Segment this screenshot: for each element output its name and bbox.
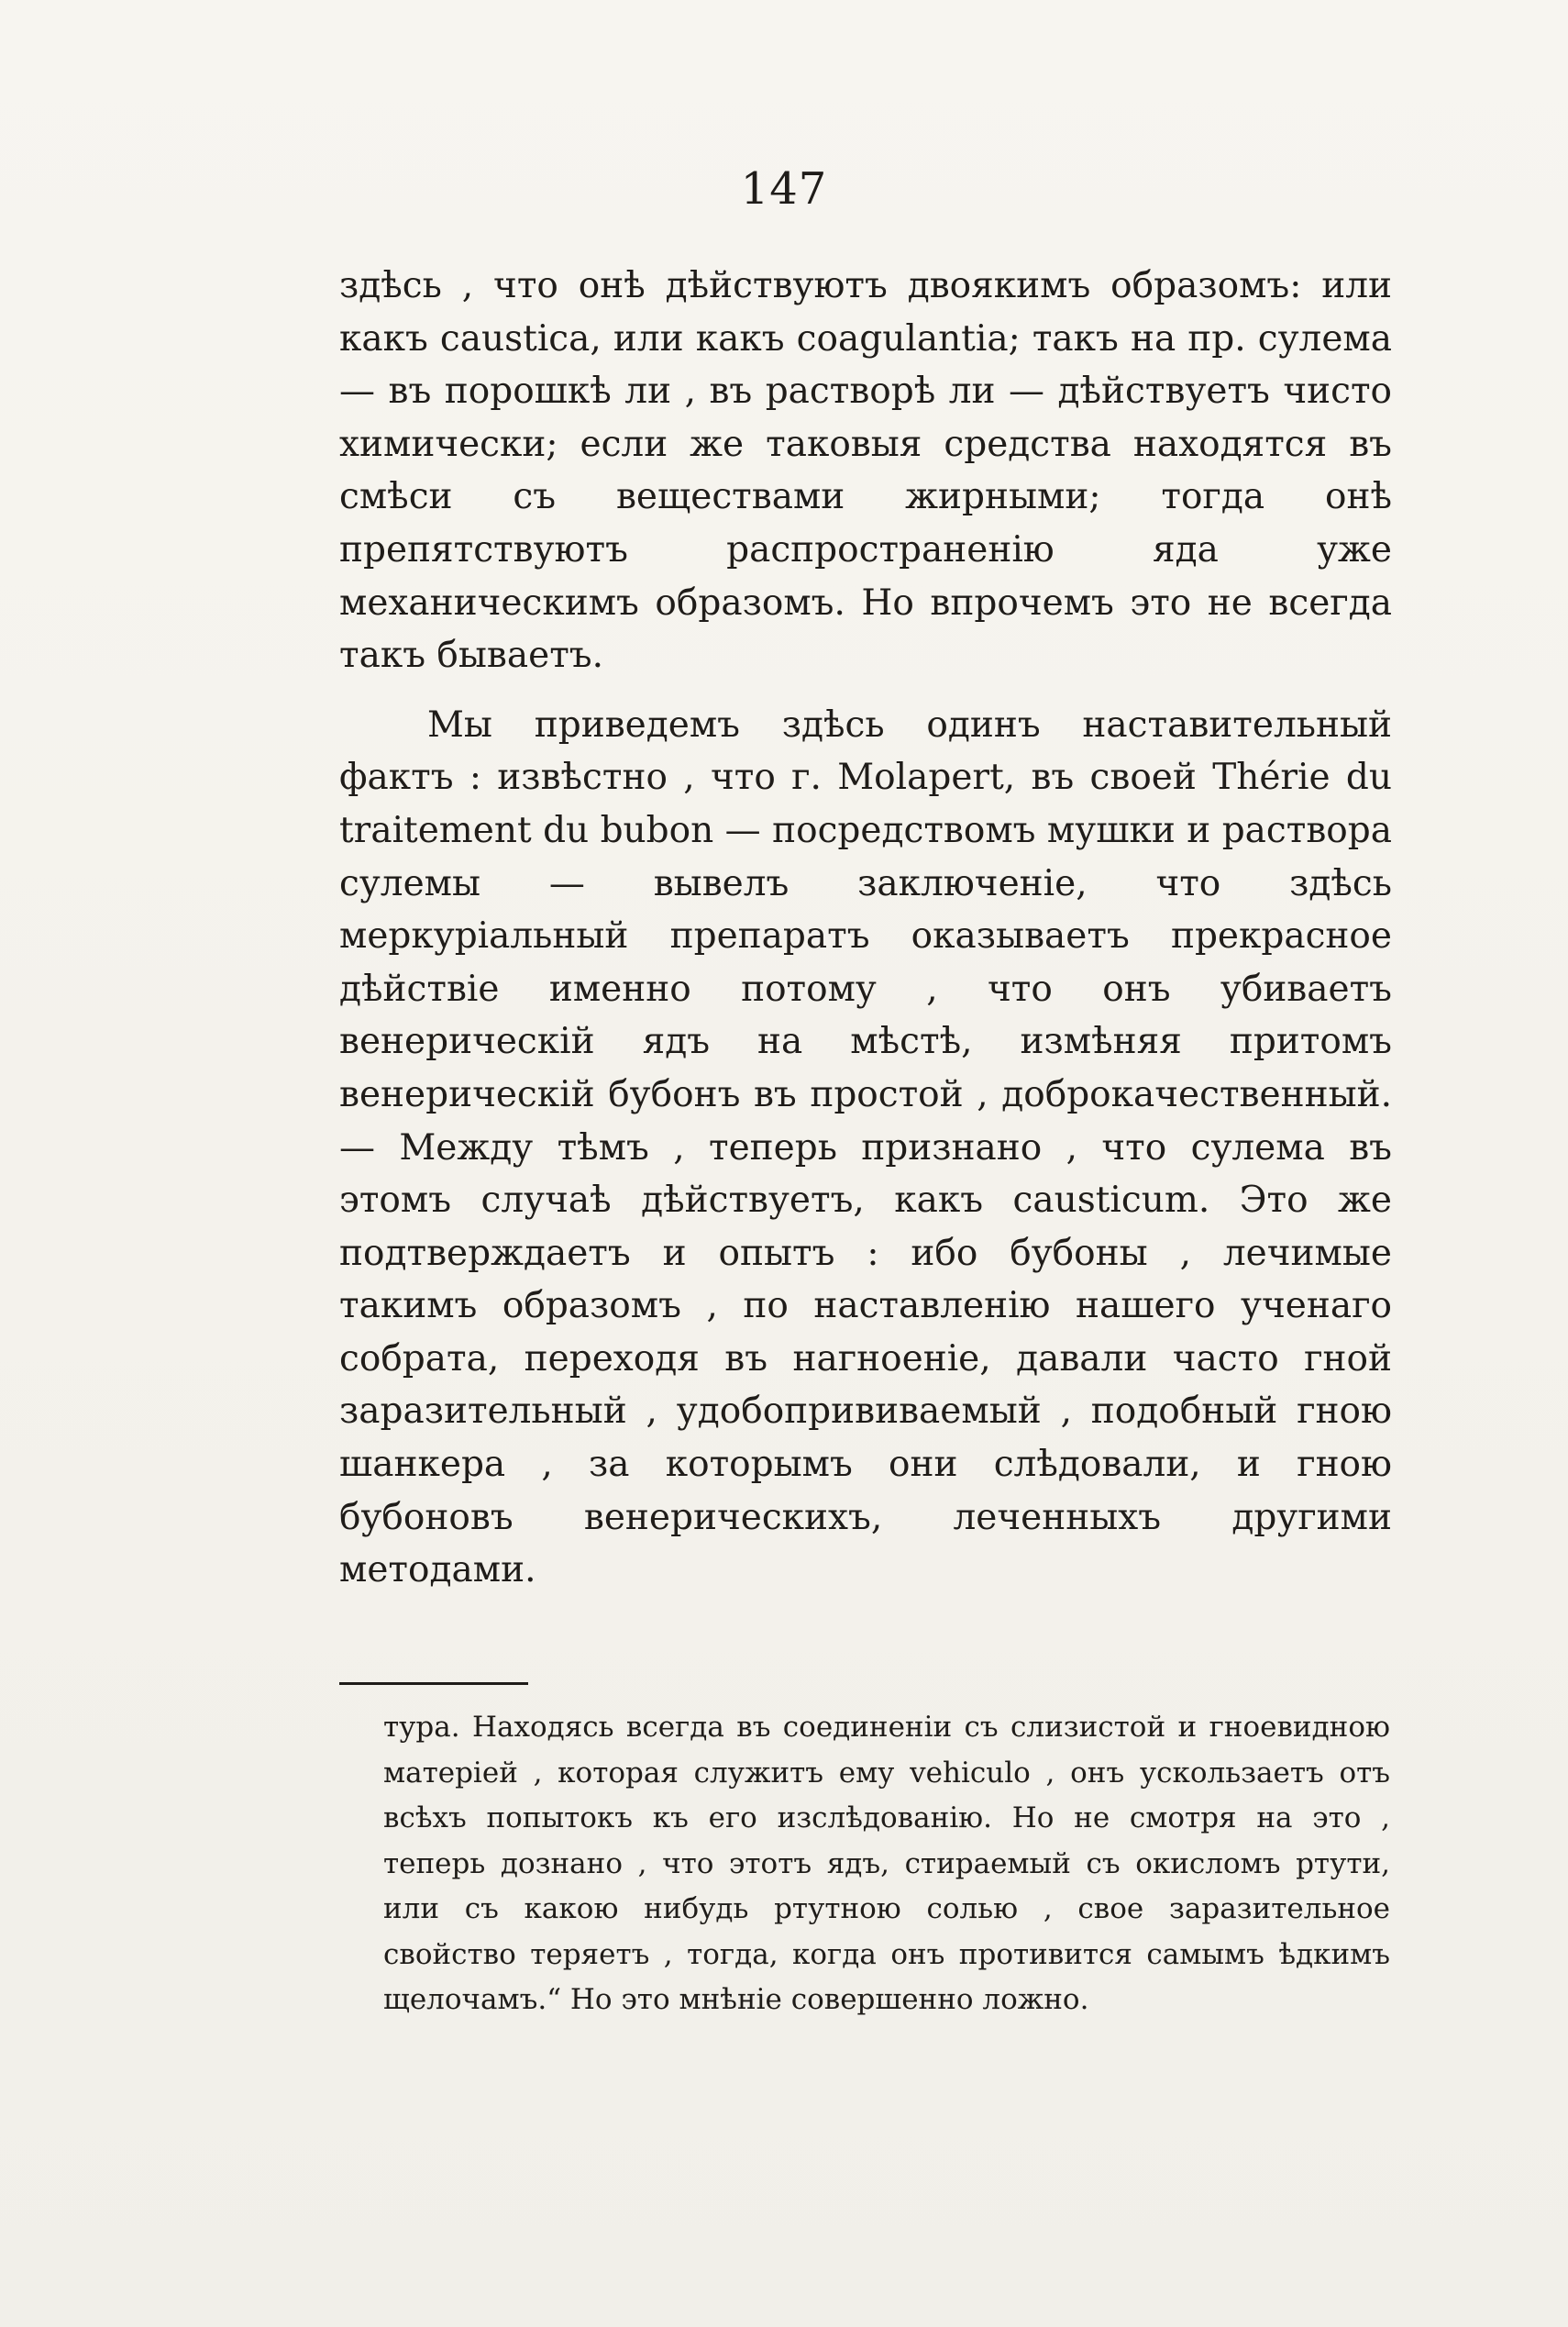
main-text bbox=[339, 260, 1392, 1597]
paragraph-1: здѣсь , что онѣ дѣйствуютъ двоякимъ образомъ: или какъ caustica, или какъ coagulantia; такъ на пр. сулема — въ порошкѣ ли , въ растворѣ ли — дѣйствуетъ чисто химически; если же таковыя средства находятся въ смѣси съ веществами жирными; тогда онѣ препятствуютъ распространенію яда уже механическимъ образомъ. Но впрочемъ это не всегда такъ бываетъ. bbox=[339, 265, 1392, 677]
footnote bbox=[383, 1705, 1390, 2023]
paragraph-2: Мы приведемъ здѣсь одинъ наставительный фактъ : извѣстно , что г. Molapert, въ своей Thérie du traitement du bubon — посредствомъ мушки и раствора сулемы — вывелъ заключеніе, что здѣсь меркуріальный препаратъ оказываетъ прекрасное дѣйствіе именно потому , что онъ убиваетъ венерическій ядъ на мѣстѣ, измѣняя притомъ венерическій бубонъ въ простой , доброкачественный. — Между тѣмъ , теперь признано , что сулема въ этомъ случаѣ дѣйствуетъ, какъ causticum. Это же подтверждаетъ и опытъ : ибо бубоны , лечимые такимъ образомъ , по наставленію нашего ученаго собрата, переходя въ нагноеніе, давали часто гной заразительный , удобопрививаемый , подобный гною шанкера , за которымъ они слѣдовали, и гною бубоновъ венерическихъ, леченныхъ другими методами. bbox=[339, 704, 1392, 1591]
footnote-separator bbox=[339, 1682, 528, 1685]
footnote-text: тура. Находясь всегда въ соединеніи съ слизистой и гноевидною матеріей , которая служитъ ему vehiculo , онъ ускользаетъ отъ всѣхъ попытокъ къ его изслѣдованію. Но не смотря на это , теперь дознано , что этотъ ядъ, стираемый съ окисломъ ртути, или съ какою нибудь ртутною солью , свое заразительное свойство теряетъ , тогда, когда онъ противится самымъ ѣдкимъ щелочамъ.“ Но это мнѣніе совершенно ложно. bbox=[383, 1711, 1390, 2016]
page-number: 147 bbox=[740, 163, 828, 215]
